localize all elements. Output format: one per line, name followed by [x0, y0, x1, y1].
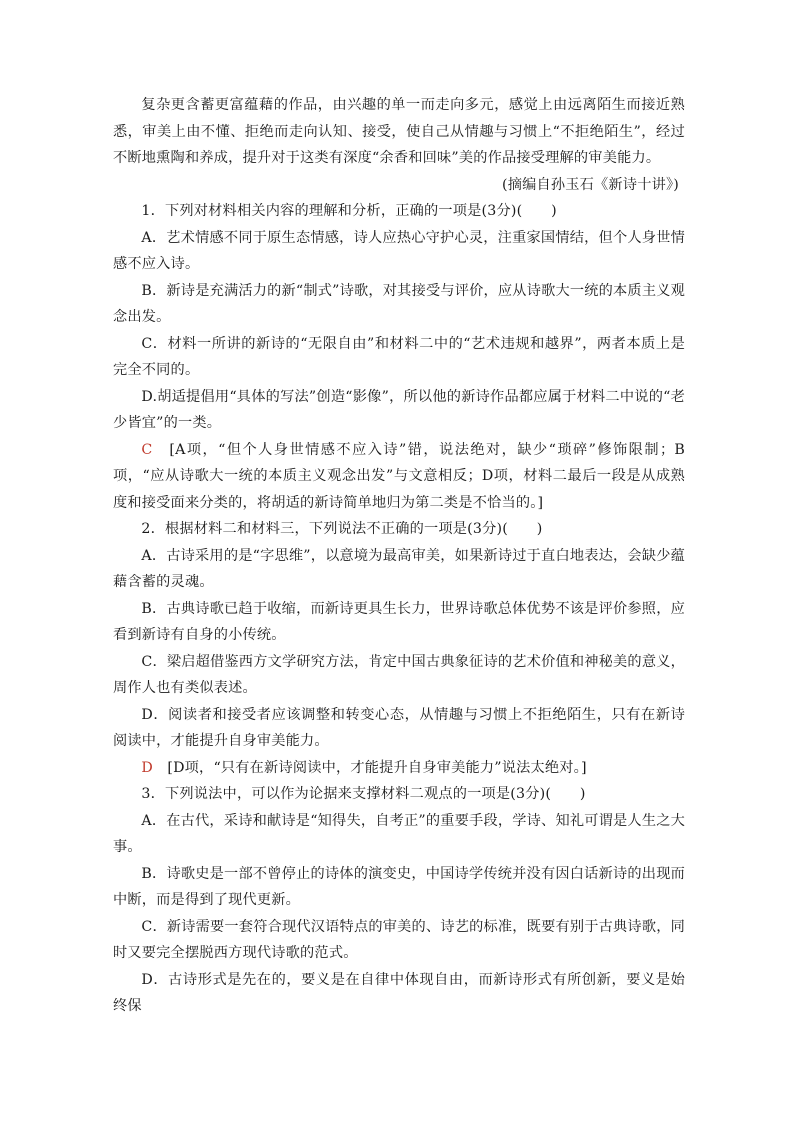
answer-explanation: [D项，“只有在新诗阅读中，才能提升自身审美能力”说法太绝对。] [167, 759, 587, 776]
question-1-option-b: B．新诗是充满活力的新“制式”诗歌，对其接受与评价，应从诗歌大一统的本质主义观念出发。 [113, 282, 685, 325]
question-3-stem: 3．下列说法中，可以作为论据来支撑材料二观点的一项是(3分)( ) [141, 786, 586, 802]
question-3-option-b: B．诗歌史是一部不曾停止的诗体的演变史，中国诗学传统并没有因白话新诗的出现而中断，而是得到了现代更新。 [113, 865, 685, 908]
citation: (摘编自孙玉石《新诗十讲》) [501, 176, 679, 193]
question-3-option-c: C．新诗需要一套符合现代汉语特点的审美的、诗艺的标准，既要有别于古典诗歌，同时又要完全摆脱西方现代诗歌的范式。 [113, 918, 685, 961]
question-3-option-d: D．古诗形式是先在的，要义是在自律中体现自由，而新诗形式有所创新，要义是始终保 [113, 971, 685, 1014]
question-2-option-c: C．梁启超借鉴西方文学研究方法，肯定中国古典象征诗的艺术价值和神秘美的意义，周作人也有类似表述。 [113, 653, 685, 696]
answer-letter: C [141, 441, 153, 458]
question-1-option-c: C．材料一所讲的新诗的“无限自由”和材料二中的“艺术违规和越界”，两者本质上是完全不同的。 [113, 335, 685, 378]
question-2-answer [113, 755, 685, 782]
document-body [113, 92, 685, 1020]
question-2-option-d: D．阅读者和接受者应该调整和转变心态，从情趣与习惯上不拒绝陌生，只有在新诗阅读中，才能提升自身审美能力。 [113, 706, 685, 749]
intro-paragraph: 复杂更含蓄更富蕴藉的作品，由兴趣的单一而走向多元，感觉上由远离陌生而接近熟悉，审美上由不懂、拒绝而走向认知、接受，使自己从情趣与习惯上“不拒绝陌生”，经过不断地熏陶和养成，提升对于这类有深度“余香和回味”美的作品接受理解的审美能力。 [113, 97, 685, 166]
question-1-stem: 1．下列对材料相关内容的理解和分析，正确的一项是(3分)( ) [141, 203, 557, 219]
question-2-stem: 2．根据材料二和材料三，下列说法不正确的一项是(3分)( ) [141, 521, 543, 537]
question-1-option-a: A．艺术情感不同于原生态情感，诗人应热心守护心灵，注重家国情结，但个人身世情感不应入诗。 [113, 229, 685, 272]
question-2-option-b: B．古典诗歌已趋于收缩，而新诗更具生长力，世界诗歌总体优势不该是评价参照，应看到新诗有自身的小传统。 [113, 600, 685, 643]
question-3-option-a: A．在古代，采诗和献诗是“知得失，自考正”的重要手段，学诗、知礼可谓是人生之大事。 [113, 812, 685, 855]
answer-explanation: [A项，“但个人身世情感不应入诗”错，说法绝对，缺少“琐碎”修饰限制；B项，“应从诗歌大一统的本质主义观念出发”与文意相反；D项，材料二最后一段是从成熟度和接受面来分类的，将胡适的新诗简单地归为第二类是不恰当的。] [113, 441, 685, 511]
question-1-option-d: D.胡适提倡用“具体的写法”创造“影像”，所以他的新诗作品都应属于材料二中说的“老少皆宜”的一类。 [113, 388, 685, 431]
question-2-option-a: A．古诗采用的是“字思维”，以意境为最高审美，如果新诗过于直白地表达，会缺少蕴藉含蓄的灵魂。 [113, 547, 685, 590]
question-1-answer [113, 437, 685, 517]
answer-letter: D [141, 759, 153, 776]
